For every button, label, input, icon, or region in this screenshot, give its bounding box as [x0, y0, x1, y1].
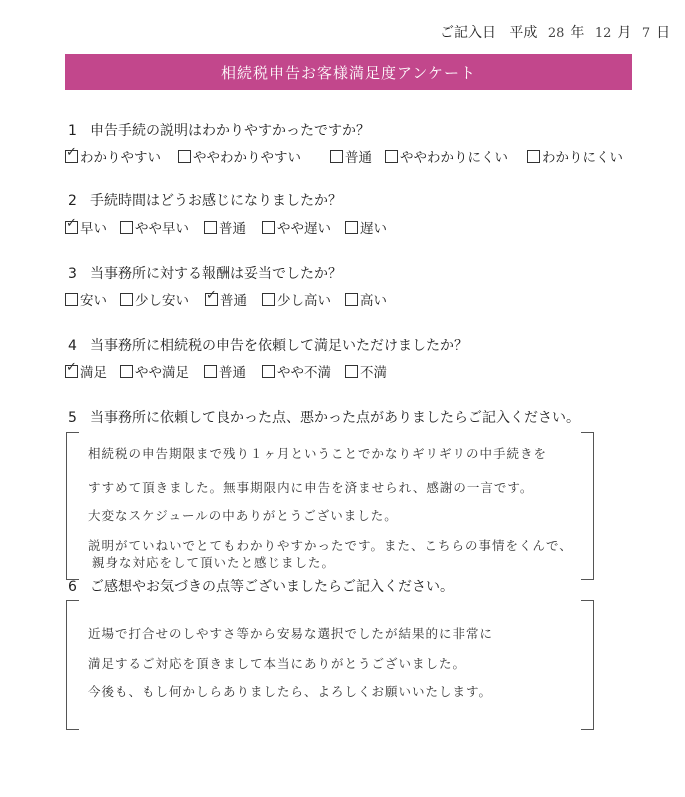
- year-value: 28: [547, 26, 565, 41]
- option-checkbox[interactable]: [385, 146, 508, 166]
- year-unit: 年: [570, 25, 585, 41]
- option-label: 普通: [345, 150, 372, 166]
- option-label: やや早い: [135, 221, 189, 237]
- question-1: [68, 120, 370, 140]
- checked-box-icon[interactable]: [65, 365, 78, 378]
- handwritten-answer-line: 大変なスケジュールの中ありがとうございました。: [88, 508, 398, 523]
- option-label: ややわかりにくい: [400, 150, 508, 166]
- question-number: 4: [68, 338, 77, 354]
- option-label: やや遅い: [277, 221, 331, 237]
- question-5: [68, 407, 580, 427]
- checkbox-icon[interactable]: [262, 221, 275, 234]
- question-number: 5: [68, 410, 77, 426]
- checked-box-icon[interactable]: [65, 150, 78, 163]
- checkbox-icon[interactable]: [204, 365, 217, 378]
- option-label: 普通: [220, 293, 247, 309]
- handwritten-answer-line: 今後も、もし何かしらありましたら、よろしくお願いいたします。: [88, 684, 493, 699]
- checkbox-icon[interactable]: [120, 221, 133, 234]
- checkbox-icon[interactable]: [527, 150, 540, 163]
- survey-title: 相続税申告お客様満足度アンケート: [65, 54, 632, 90]
- checkbox-icon[interactable]: [262, 293, 275, 306]
- day-unit: 日: [656, 25, 671, 41]
- checkbox-icon[interactable]: [178, 150, 191, 163]
- checkbox-icon[interactable]: [65, 293, 78, 306]
- question-4: [68, 335, 468, 355]
- question-number: 6: [68, 579, 77, 595]
- option-label: やや不満: [277, 365, 331, 381]
- option-label: 普通: [219, 221, 246, 237]
- handwritten-answer-line: すすめて頂きました。無事期限内に申告を済ませられ、感謝の一言です。: [88, 480, 534, 495]
- option-checkbox[interactable]: [345, 361, 387, 381]
- option-label: わかりやすい: [80, 150, 161, 166]
- handwritten-answer-line: 親身な対応をして頂いたと感じました。: [92, 555, 336, 570]
- checkbox-icon[interactable]: [330, 150, 343, 163]
- question-text: 手続時間はどうお感じになりましたか？: [90, 193, 342, 209]
- entry-date: [440, 22, 670, 42]
- option-label: 高い: [360, 293, 387, 309]
- option-label: 少し安い: [135, 293, 189, 309]
- option-checkbox[interactable]: [120, 217, 189, 237]
- handwritten-answer-line: 相続税の申告期限まで残り１ヶ月ということでかなりギリギリの中手続きを: [88, 446, 548, 461]
- checkbox-icon[interactable]: [385, 150, 398, 163]
- date-label: ご記入日: [440, 25, 496, 41]
- option-checkbox[interactable]: [527, 146, 623, 166]
- question-text: 当事務所に依頼して良かった点、悪かった点がありましたらご記入ください。: [90, 410, 580, 426]
- option-checkbox[interactable]: [120, 289, 189, 309]
- option-checkbox[interactable]: [65, 217, 107, 237]
- option-checkbox[interactable]: [178, 146, 301, 166]
- option-label: 普通: [219, 365, 246, 381]
- option-checkbox[interactable]: [65, 289, 107, 309]
- question-number: 3: [68, 266, 77, 282]
- question-text: 当事務所に対する報酬は妥当でしたか？: [90, 266, 342, 282]
- checked-box-icon[interactable]: [205, 293, 218, 306]
- option-checkbox[interactable]: [120, 361, 189, 381]
- handwritten-answer-line: 近場で打合せのしやすさ等から安易な選択でしたが結果的に非常に: [88, 626, 494, 641]
- option-checkbox[interactable]: [262, 217, 331, 237]
- option-checkbox[interactable]: [345, 217, 387, 237]
- option-checkbox[interactable]: [330, 146, 372, 166]
- handwritten-answer-line: 満足するご対応を頂きまして本当にありがとうございました。: [88, 656, 467, 671]
- option-checkbox[interactable]: [204, 217, 246, 237]
- month-value: 12: [594, 26, 612, 41]
- checkbox-icon[interactable]: [204, 221, 217, 234]
- option-checkbox[interactable]: [345, 289, 387, 309]
- option-checkbox[interactable]: [65, 146, 161, 166]
- option-checkbox[interactable]: [262, 289, 331, 309]
- question-2: [68, 190, 342, 210]
- option-label: 満足: [80, 365, 107, 381]
- option-label: 遅い: [360, 221, 387, 237]
- checkbox-icon[interactable]: [120, 293, 133, 306]
- checkbox-icon[interactable]: [345, 293, 358, 306]
- question-text: 当事務所に相続税の申告を依頼して満足いただけましたか？: [90, 338, 468, 354]
- question-number: 1: [68, 123, 77, 139]
- question-number: 2: [68, 193, 77, 209]
- handwritten-answer-line: 説明がていねいでとてもわかりやすかったです。また、こちらの事情をくんで、: [88, 538, 573, 553]
- option-label: やや満足: [135, 365, 189, 381]
- question-6: [68, 576, 454, 596]
- era-label: 平成: [509, 25, 538, 41]
- option-label: ややわかりやすい: [193, 150, 301, 166]
- option-label: 不満: [360, 365, 387, 381]
- checkbox-icon[interactable]: [120, 365, 133, 378]
- option-checkbox[interactable]: [205, 289, 247, 309]
- option-checkbox[interactable]: [204, 361, 246, 381]
- checkbox-icon[interactable]: [345, 221, 358, 234]
- day-value: 7: [641, 26, 651, 41]
- checkbox-icon[interactable]: [262, 365, 275, 378]
- question-text: ご感想やお気づきの点等ございましたらご記入ください。: [90, 579, 454, 595]
- checkbox-icon[interactable]: [345, 365, 358, 378]
- option-label: 早い: [80, 221, 107, 237]
- option-label: 安い: [80, 293, 107, 309]
- checked-box-icon[interactable]: [65, 221, 78, 234]
- month-unit: 月: [617, 25, 632, 41]
- question-text: 申告手続の説明はわかりやすかったですか？: [90, 123, 370, 139]
- option-label: わかりにくい: [542, 150, 623, 166]
- option-label: 少し高い: [277, 293, 331, 309]
- option-checkbox[interactable]: [65, 361, 107, 381]
- question-3: [68, 263, 342, 283]
- option-checkbox[interactable]: [262, 361, 331, 381]
